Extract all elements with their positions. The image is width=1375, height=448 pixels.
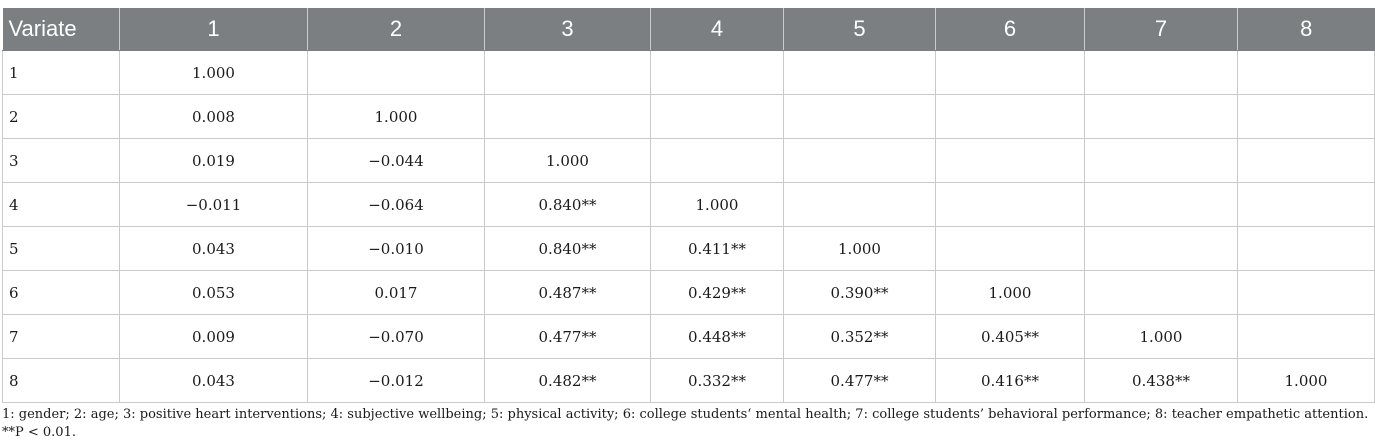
- table-cell: [784, 95, 936, 139]
- table-cell: 0.429**: [651, 271, 784, 315]
- table-cell: 0.448**: [651, 315, 784, 359]
- correlation-table: [2, 8, 1375, 403]
- header-cell: 1: [120, 8, 308, 51]
- table-cell: [1085, 51, 1238, 95]
- header-cell: 3: [485, 8, 651, 51]
- table-cell: [1085, 95, 1238, 139]
- table-cell: −0.064: [308, 183, 485, 227]
- table-cell: [1238, 95, 1375, 139]
- table-row: [3, 95, 1375, 139]
- header-cell: Variate: [3, 8, 120, 51]
- table-cell: −0.070: [308, 315, 485, 359]
- table-cell: [936, 139, 1085, 183]
- table-cell: [1085, 227, 1238, 271]
- table-cell: [651, 139, 784, 183]
- table-cell: 0.009: [120, 315, 308, 359]
- table-cell: [936, 51, 1085, 95]
- table-cell: [936, 95, 1085, 139]
- row-label-cell: 8: [3, 359, 120, 403]
- table-cell: [1238, 271, 1375, 315]
- table-cell: [1238, 183, 1375, 227]
- header-cell: 5: [784, 8, 936, 51]
- row-label-cell: 1: [3, 51, 120, 95]
- table-cell: −0.011: [120, 183, 308, 227]
- row-label-cell: 5: [3, 227, 120, 271]
- header-row: [3, 8, 1375, 51]
- table-row: [3, 51, 1375, 95]
- table-cell: 0.019: [120, 139, 308, 183]
- table-cell: −0.010: [308, 227, 485, 271]
- table-cell: 0.405**: [936, 315, 1085, 359]
- table-cell: 0.411**: [651, 227, 784, 271]
- table-row: [3, 359, 1375, 403]
- table-cell: 1.000: [308, 95, 485, 139]
- table-row: [3, 183, 1375, 227]
- table-cell: [936, 183, 1085, 227]
- table-row: [3, 315, 1375, 359]
- table-cell: 1.000: [120, 51, 308, 95]
- header-cell: 7: [1085, 8, 1238, 51]
- table-cell: [651, 51, 784, 95]
- table-cell: [308, 51, 485, 95]
- correlation-table-container: [2, 8, 1374, 403]
- table-cell: [1085, 271, 1238, 315]
- table-cell: [784, 51, 936, 95]
- table-cell: −0.044: [308, 139, 485, 183]
- table-cell: 0.477**: [485, 315, 651, 359]
- table-cell: 0.043: [120, 359, 308, 403]
- table-cell: 0.332**: [651, 359, 784, 403]
- table-cell: 0.043: [120, 227, 308, 271]
- table-cell: 0.487**: [485, 271, 651, 315]
- table-cell: 1.000: [651, 183, 784, 227]
- table-cell: 0.482**: [485, 359, 651, 403]
- table-cell: 0.008: [120, 95, 308, 139]
- table-cell: 0.438**: [1085, 359, 1238, 403]
- table-cell: −0.012: [308, 359, 485, 403]
- table-cell: 0.352**: [784, 315, 936, 359]
- table-row: [3, 271, 1375, 315]
- table-row: [3, 139, 1375, 183]
- table-cell: 0.390**: [784, 271, 936, 315]
- table-cell: [1238, 51, 1375, 95]
- table-cell: [485, 95, 651, 139]
- table-cell: 0.053: [120, 271, 308, 315]
- table-cell: [1085, 183, 1238, 227]
- table-cell: 1.000: [1238, 359, 1375, 403]
- table-cell: [1238, 139, 1375, 183]
- table-cell: [1238, 227, 1375, 271]
- table-cell: [1238, 315, 1375, 359]
- row-label-cell: 3: [3, 139, 120, 183]
- row-label-cell: 2: [3, 95, 120, 139]
- table-cell: [651, 95, 784, 139]
- row-label-cell: 7: [3, 315, 120, 359]
- table-cell: [784, 139, 936, 183]
- table-footnote: 1: gender; 2: age; 3: positive heart interventions; 4: subjective wellbeing; 5: physical activity; 6: college students‘ mental health; 7: college students’ behavioral performance; 8: teacher empathetic attention. **P < 0.01.: [2, 407, 1369, 440]
- table-cell: 0.840**: [485, 183, 651, 227]
- table-cell: 0.416**: [936, 359, 1085, 403]
- table-cell: [485, 51, 651, 95]
- row-label-cell: 6: [3, 271, 120, 315]
- header-cell: 6: [936, 8, 1085, 51]
- table-cell: 1.000: [485, 139, 651, 183]
- table-cell: 1.000: [784, 227, 936, 271]
- table-row: [3, 227, 1375, 271]
- table-cell: [784, 183, 936, 227]
- header-cell: 4: [651, 8, 784, 51]
- table-cell: 0.840**: [485, 227, 651, 271]
- table-cell: 1.000: [1085, 315, 1238, 359]
- table-cell: [936, 227, 1085, 271]
- row-label-cell: 4: [3, 183, 120, 227]
- header-cell: 8: [1238, 8, 1375, 51]
- table-cell: 0.017: [308, 271, 485, 315]
- table-cell: 1.000: [936, 271, 1085, 315]
- table-cell: 0.477**: [784, 359, 936, 403]
- header-cell: 2: [308, 8, 485, 51]
- table-cell: [1085, 139, 1238, 183]
